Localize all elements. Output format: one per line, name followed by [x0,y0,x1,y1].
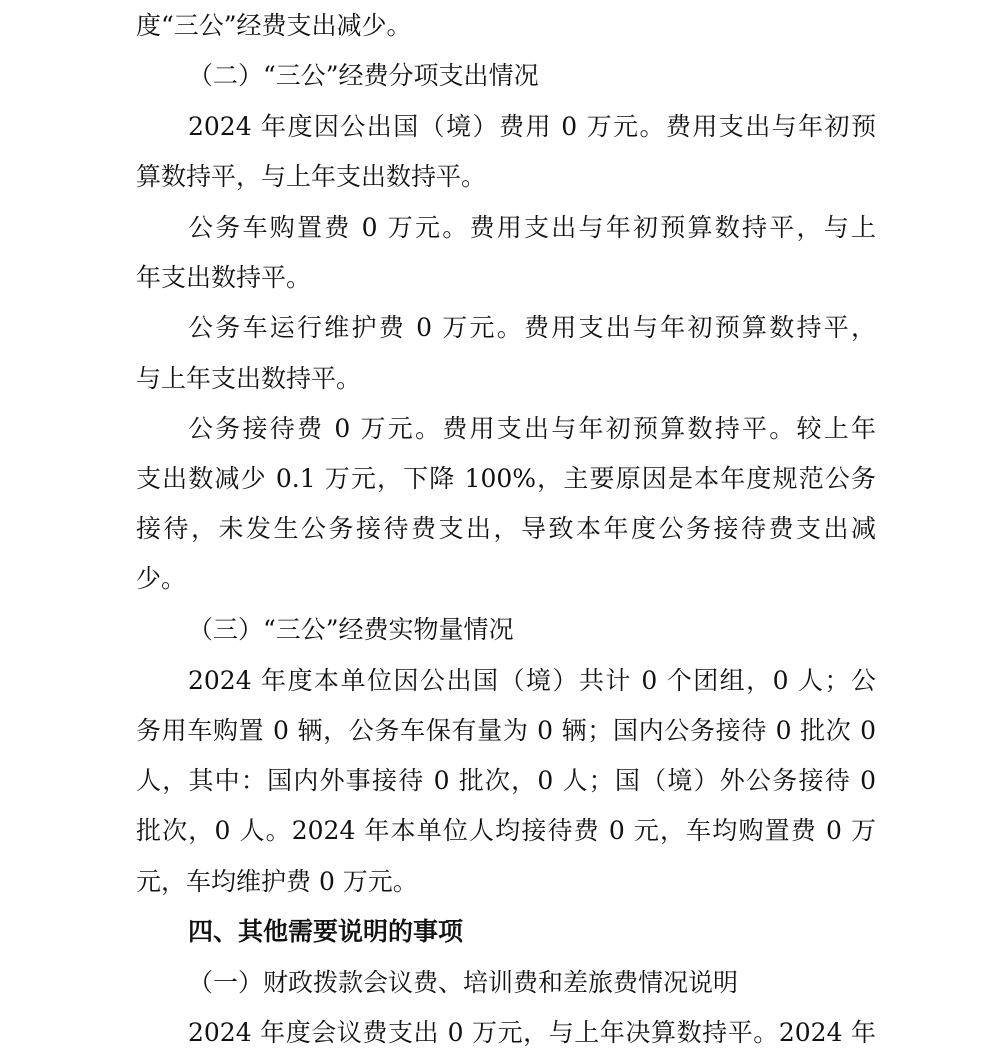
paragraph-line: 批次，0 人。2024 年本单位人均接待费 0 元，车均购置费 0 万 [136,816,876,845]
paragraph-line: 年支出数持平。 [136,263,312,292]
paragraph-line: 与上年支出数持平。 [136,364,362,393]
paragraph-line: 人，其中：国内外事接待 0 批次，0 人；国（境）外公务接待 0 [136,766,876,795]
paragraph-line: 公务车运行维护费 0 万元。费用支出与年初预算数持平， [188,313,876,342]
paragraph-line: 度“三公”经费支出减少。 [136,11,412,40]
paragraph-line: 务用车购置 0 辆，公务车保有量为 0 辆；国内公务接待 0 批次 0 [136,716,876,745]
paragraph-line: 支出数减少 0.1 万元，下降 100%，主要原因是本年度规范公务 [136,464,876,493]
chapter-heading: 四、其他需要说明的事项 [188,917,464,946]
paragraph-line: 2024 年度因公出国（境）费用 0 万元。费用支出与年初预 [188,112,876,141]
paragraph-line: 2024 年度会议费支出 0 万元，与上年决算数持平。2024 年 [188,1018,876,1047]
paragraph-line: 算数持平，与上年支出数持平。 [136,162,487,191]
paragraph-line: 接待，未发生公务接待费支出，导致本年度公务接待费支出减 [136,514,876,543]
paragraph-line: 2024 年度本单位因公出国（境）共计 0 个团组，0 人；公 [188,666,876,695]
paragraph-line: 公务车购置费 0 万元。费用支出与年初预算数持平，与上 [188,213,876,242]
paragraph-line: 元，车均维护费 0 万元。 [136,867,418,896]
paragraph-line: 少。 [136,564,187,593]
section-heading: （一）财政拨款会议费、培训费和差旅费情况说明 [188,968,739,997]
section-heading: （二）“三公”经费分项支出情况 [188,61,539,90]
paragraph-line: 公务接待费 0 万元。费用支出与年初预算数持平。较上年 [188,414,876,443]
section-heading: （三）“三公”经费实物量情况 [188,615,514,644]
